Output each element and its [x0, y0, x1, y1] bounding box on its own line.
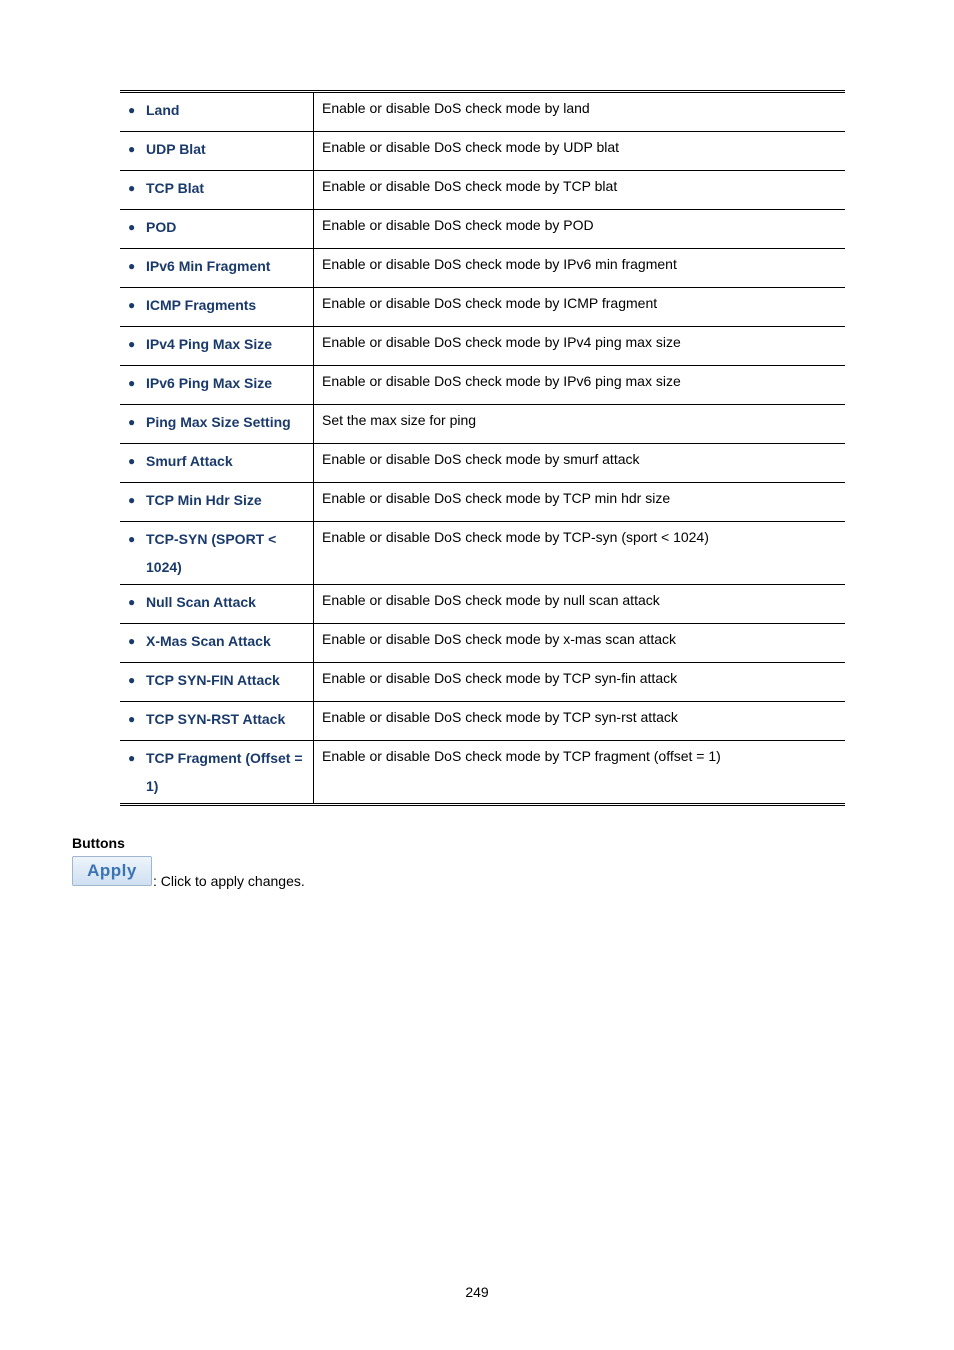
bullet-icon: ●	[128, 103, 136, 117]
parameter-name-cell	[120, 522, 314, 585]
parameter-description: Enable or disable DoS check mode by land	[322, 100, 590, 116]
apply-description: : Click to apply changes.	[153, 873, 305, 889]
buttons-section-title: Buttons	[72, 835, 125, 851]
parameter-description: Enable or disable DoS check mode by ICMP fragment	[322, 295, 658, 311]
parameter-description: Enable or disable DoS check mode by TCP blat	[322, 178, 618, 194]
parameter-name: Null Scan Attack	[146, 594, 256, 610]
parameter-name: UDP Blat	[146, 141, 206, 157]
apply-button[interactable]: Apply	[72, 856, 152, 886]
parameter-name: IPv6 Min Fragment	[146, 258, 271, 274]
bullet-icon: ●	[128, 142, 136, 156]
parameter-name: TCP-SYN (SPORT < 1024)	[146, 531, 277, 575]
parameter-name: X-Mas Scan Attack	[146, 633, 271, 649]
apply-row	[72, 856, 305, 889]
bullet-icon: ●	[128, 712, 136, 726]
parameter-description: Enable or disable DoS check mode by TCP syn-rst attack	[322, 709, 678, 725]
bullet-icon: ●	[128, 595, 136, 609]
parameter-description: Enable or disable DoS check mode by smurf attack	[322, 451, 640, 467]
parameter-name: TCP SYN-FIN Attack	[146, 672, 280, 688]
bullet-icon: ●	[128, 181, 136, 195]
bullet-icon: ●	[128, 493, 136, 507]
parameter-description: Enable or disable DoS check mode by TCP fragment (offset = 1)	[322, 748, 721, 764]
parameter-description: Enable or disable DoS check mode by TCP-syn (sport < 1024)	[322, 529, 709, 545]
bullet-icon: ●	[128, 376, 136, 390]
parameter-name: TCP Blat	[146, 180, 205, 196]
parameter-name: POD	[146, 219, 177, 235]
bullet-icon: ●	[128, 634, 136, 648]
parameter-name: TCP Min Hdr Size	[146, 492, 262, 508]
parameter-name: Ping Max Size Setting	[146, 414, 291, 430]
parameter-name: TCP Fragment (Offset = 1)	[146, 750, 303, 794]
table-row	[120, 741, 845, 805]
parameter-description: Enable or disable DoS check mode by IPv6 min fragment	[322, 256, 677, 272]
bullet-icon: ●	[128, 337, 136, 351]
parameter-description: Enable or disable DoS check mode by IPv6 ping max size	[322, 373, 681, 389]
bullet-icon: ●	[128, 751, 136, 765]
parameter-name: Smurf Attack	[146, 453, 233, 469]
parameter-description: Enable or disable DoS check mode by TCP min hdr size	[322, 490, 671, 506]
parameter-description: Enable or disable DoS check mode by null scan attack	[322, 592, 660, 608]
parameter-name: ICMP Fragments	[146, 297, 257, 313]
bullet-icon: ●	[128, 415, 136, 429]
bullet-icon: ●	[128, 259, 136, 273]
parameter-description: Enable or disable DoS check mode by UDP blat	[322, 139, 620, 155]
parameter-name: TCP SYN-RST Attack	[146, 711, 286, 727]
page-number: 249	[465, 1284, 489, 1300]
bullet-icon: ●	[128, 673, 136, 687]
parameter-name-cell	[120, 741, 314, 805]
parameter-name: IPv4 Ping Max Size	[146, 336, 273, 352]
bullet-icon: ●	[128, 220, 136, 234]
bullet-icon: ●	[128, 532, 136, 546]
parameter-table	[120, 90, 845, 806]
bullet-icon: ●	[128, 454, 136, 468]
parameter-description: Set the max size for ping	[322, 412, 477, 428]
parameter-name: Land	[146, 102, 180, 118]
bullet-icon: ●	[128, 298, 136, 312]
parameter-description: Enable or disable DoS check mode by POD	[322, 217, 594, 233]
parameter-description: Enable or disable DoS check mode by IPv4 ping max size	[322, 334, 681, 350]
parameter-description: Enable or disable DoS check mode by x-mas scan attack	[322, 631, 677, 647]
parameter-description: Enable or disable DoS check mode by TCP syn-fin attack	[322, 670, 678, 686]
parameter-name: IPv6 Ping Max Size	[146, 375, 273, 391]
table-row	[120, 522, 845, 585]
